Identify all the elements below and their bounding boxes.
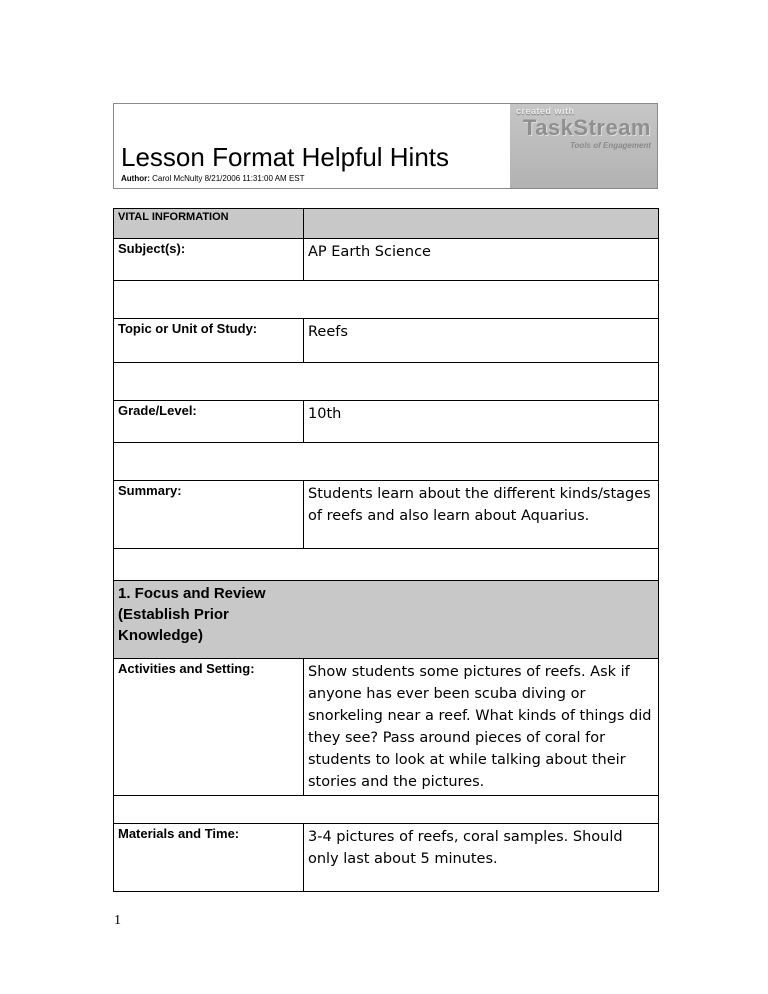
table-row-subjects (114, 239, 659, 281)
subjects-value: AP Earth Science (304, 239, 659, 281)
spacer-row (114, 796, 659, 824)
header-text-block (121, 142, 507, 183)
spacer-row (114, 549, 659, 581)
spacer-row (114, 363, 659, 401)
table-row-summary (114, 481, 659, 549)
table-row-materials (114, 824, 659, 892)
spacer-cell (114, 796, 659, 824)
activities-value: Show students some pictures of reefs. Ask if anyone has ever been scuba diving or snorkeling near a reef. What kinds of things did they see? Pass around pieces of coral for students to look at while talking about their stories and the pictures. (304, 659, 659, 796)
spacer-row (114, 443, 659, 481)
materials-label: Materials and Time: (114, 824, 304, 892)
vital-information-header-row (114, 209, 659, 239)
focus-and-review-heading (114, 581, 659, 659)
table-row-activities (114, 659, 659, 796)
logo-tagline: Tools of Engagement (569, 141, 651, 150)
table-row-topic (114, 319, 659, 363)
author-label: Author: (121, 174, 150, 183)
grade-level-value: 10th (304, 401, 659, 443)
summary-label: Summary: (114, 481, 304, 549)
spacer-cell (114, 363, 659, 401)
taskstream-logo (510, 104, 657, 188)
spacer-cell (114, 549, 659, 581)
focus-and-review-header-row (114, 581, 659, 659)
table-row-grade-level (114, 401, 659, 443)
activities-label: Activities and Setting: (114, 659, 304, 796)
page-title: Lesson Format Helpful Hints (121, 142, 450, 172)
logo-created-with-text: created with (516, 106, 575, 116)
spacer-cell (114, 281, 659, 319)
author-line (121, 174, 507, 183)
lesson-info-table (113, 208, 659, 892)
vital-information-heading-spacer (304, 209, 659, 239)
spacer-row (114, 281, 659, 319)
grade-level-label: Grade/Level: (114, 401, 304, 443)
subjects-label: Subject(s): (114, 239, 304, 281)
materials-value: 3-4 pictures of reefs, coral samples. Should only last about 5 minutes. (304, 824, 659, 892)
vital-information-heading: VITAL INFORMATION (114, 209, 304, 239)
document-header (113, 103, 658, 189)
author-meta: Carol McNulty 8/21/2006 11:31:00 AM EST (152, 174, 305, 183)
summary-value: Students learn about the different kinds/stages of reefs and also learn about Aquarius. (304, 481, 659, 549)
focus-and-review-heading-text: 1. Focus and Review (Establish Prior Knowledge) (118, 585, 266, 644)
spacer-cell (114, 443, 659, 481)
topic-label: Topic or Unit of Study: (114, 319, 304, 363)
topic-value: Reefs (304, 319, 659, 363)
page-number: 1 (114, 913, 121, 928)
taskstream-wordmark: TaskStream (522, 115, 651, 140)
